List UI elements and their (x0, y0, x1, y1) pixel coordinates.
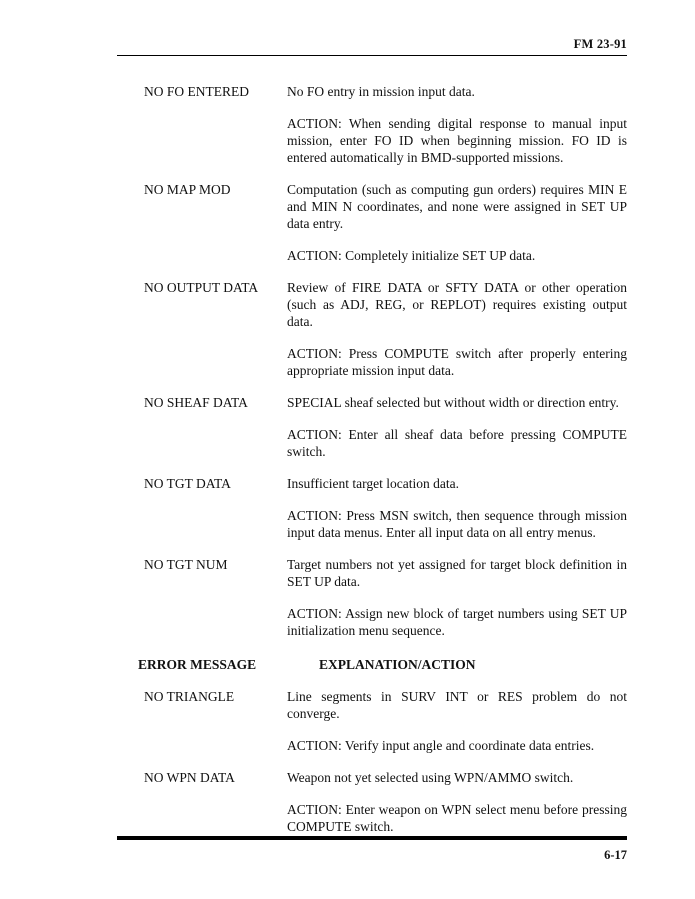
glossary-content (117, 83, 627, 850)
error-desc (287, 556, 627, 654)
error-desc (287, 394, 627, 475)
explanation-text: Line segments in SURV INT or RES problem do not converge. (287, 689, 627, 721)
error-term: NO TGT NUM (144, 557, 228, 572)
action-text: ACTION: Verify input angle and coordinate data entries. (287, 738, 595, 753)
glossary-row (117, 83, 627, 181)
glossary-row (117, 688, 627, 769)
glossary-row (117, 279, 627, 394)
error-desc (287, 181, 627, 279)
error-term: NO MAP MOD (144, 182, 231, 197)
glossary-row (117, 556, 627, 654)
section-heading-desc: EXPLANATION/ACTION (319, 657, 476, 672)
page-number: 6-17 (604, 848, 627, 862)
error-desc (287, 279, 627, 394)
action-text: ACTION: Assign new block of target numbers using SET UP initialization menu sequence. (287, 606, 627, 638)
explanation-text: Insufficient target location data. (287, 476, 459, 491)
section-heading-term: ERROR MESSAGE (138, 657, 257, 672)
explanation-text: Computation (such as computing gun orders) requires MIN E and MIN N coordinates, and none were assigned in SET UP data entry. (287, 182, 627, 231)
glossary-row (117, 475, 627, 556)
header-rule (117, 55, 627, 56)
error-term: NO SHEAF DATA (144, 395, 248, 410)
action-text: ACTION: Completely initialize SET UP data. (287, 248, 536, 263)
error-term: NO WPN DATA (144, 770, 235, 785)
explanation-text: Weapon not yet selected using WPN/AMMO switch. (287, 770, 574, 785)
action-text: ACTION: Enter all sheaf data before pressing COMPUTE switch. (287, 427, 627, 459)
glossary-row (117, 181, 627, 279)
error-term: NO TGT DATA (144, 476, 231, 491)
explanation-text: Target numbers not yet assigned for target block definition in SET UP data. (287, 557, 627, 589)
action-text: ACTION: Enter weapon on WPN select menu before pressing COMPUTE switch. (287, 802, 627, 834)
section-heading (117, 656, 627, 673)
glossary-row (117, 394, 627, 475)
explanation-text: No FO entry in mission input data. (287, 84, 475, 99)
error-desc (287, 475, 627, 556)
explanation-text: Review of FIRE DATA or SFTY DATA or other operation (such as ADJ, REG, or REPLOT) requires existing output data. (287, 280, 627, 329)
document-reference: FM 23-91 (573, 37, 627, 51)
explanation-text: SPECIAL sheaf selected but without width or direction entry. (287, 395, 619, 410)
action-text: ACTION: Press MSN switch, then sequence through mission input data menus. Enter all input data on all entry menus. (287, 508, 627, 540)
error-term: NO TRIANGLE (144, 689, 235, 704)
footer-rule (117, 836, 627, 840)
error-desc (287, 688, 627, 769)
error-term: NO OUTPUT DATA (144, 280, 259, 295)
error-term: NO FO ENTERED (144, 84, 249, 99)
action-text: ACTION: When sending digital response to manual input mission, enter FO ID when beginning mission. FO ID is entered automatically in BMD-supported missions. (287, 116, 627, 165)
action-text: ACTION: Press COMPUTE switch after properly entering appropriate mission input data. (287, 346, 627, 378)
error-desc (287, 83, 627, 181)
